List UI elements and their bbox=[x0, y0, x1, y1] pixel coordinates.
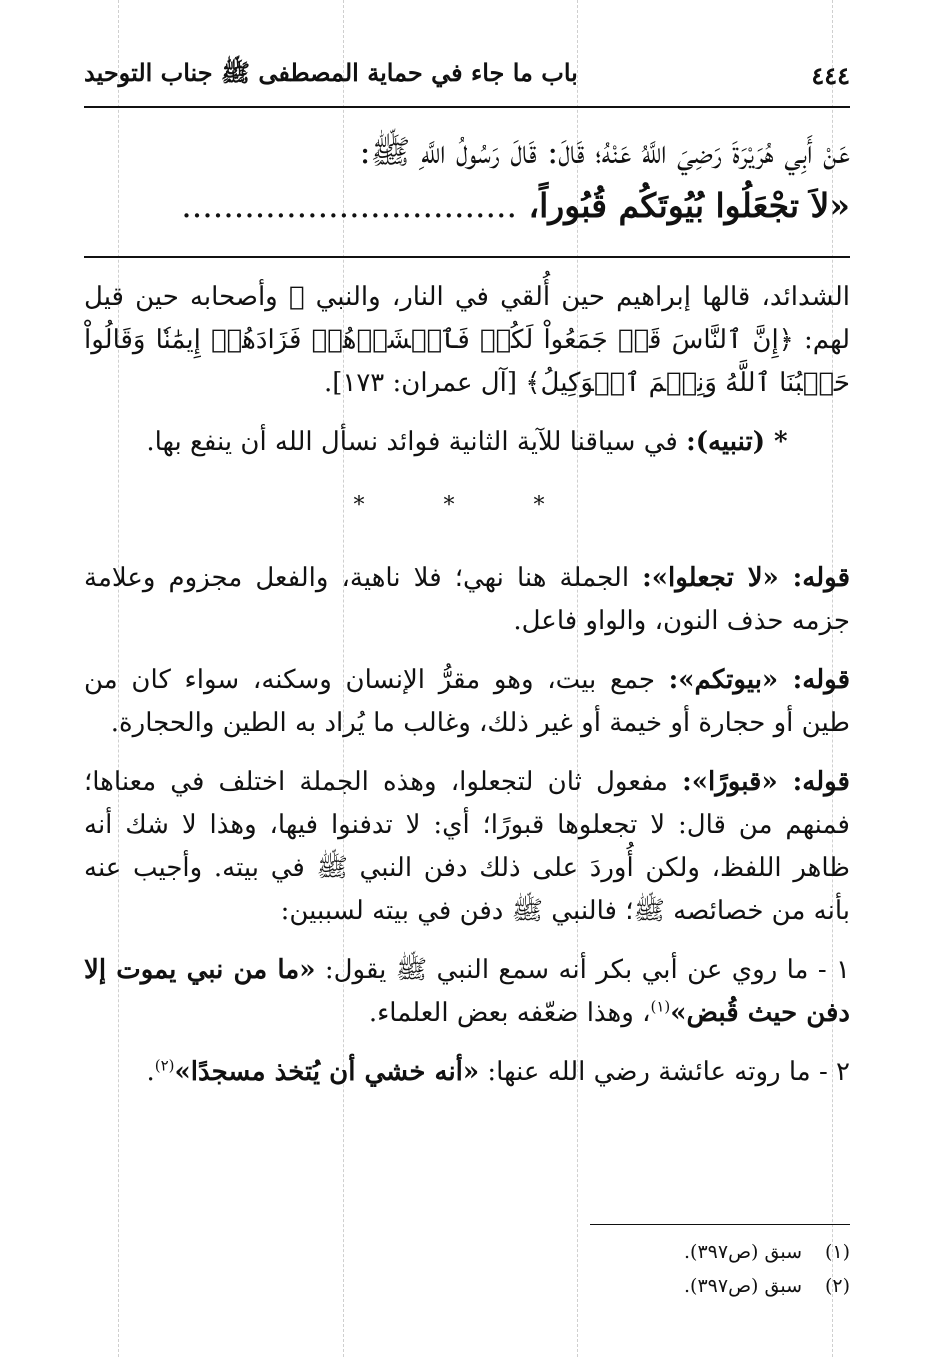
hadith-narration: عَنْ أَبِي هُرَيْرَةَ رَضِيَ اللَّهُ عَنْهُ؛ قَالَ: قَالَ رَسُولُ اللَّهِ ﷺ: bbox=[359, 132, 850, 171]
commentary-body bbox=[84, 276, 850, 1110]
footnote-text: سبق (ص٣٩٧). bbox=[684, 1275, 802, 1297]
term-label: قوله: «لا تجعلوا»: bbox=[642, 563, 850, 593]
footnote bbox=[560, 1269, 850, 1303]
note-paragraph bbox=[84, 421, 850, 464]
hadith-rule bbox=[84, 256, 850, 258]
list-item-text: ١ - ما روي عن أبي بكر أنه سمع النبي ﷺ يقول: bbox=[324, 955, 851, 985]
note-text: في سياقنا للآية الثانية فوائد نسأل الله أن ينفع بها. bbox=[146, 427, 678, 457]
term-explanation: الجملة هنا نهي؛ فلا ناهية، والفعل مجزوم وعلامة جزمه حذف النون، والواو فاعل. bbox=[84, 563, 850, 636]
hadith-ellipsis: ................................ bbox=[181, 186, 517, 225]
hadith-text bbox=[84, 125, 850, 233]
list-item-text: ٢ - ما روته عائشة رضي الله عنها: bbox=[487, 1057, 850, 1087]
paragraph bbox=[84, 761, 850, 933]
term-explanation: جمع بيت، وهو مقرُّ الإنسان وسكنه، سواء كان من طين أو حجارة أو خيمة أو غير ذلك، وغالب ما يُراد به الطين والحجارة. bbox=[84, 665, 850, 738]
hadith-quote-text: «لاَ تجْعَلُوا بُيُوتَكُم قُبُوراً، bbox=[528, 186, 850, 225]
chapter-title: باب ما جاء في حماية المصطفى ﷺ جناب التوحيد bbox=[84, 57, 578, 87]
list-item-text: . bbox=[146, 1057, 155, 1087]
section-separator: * * * bbox=[353, 493, 581, 518]
term-explanation: مفعول ثان لتجعلوا، وهذه الجملة اختلف في معناها؛ فمنهم من قال: لا تجعلوها قبورًا؛ أي: لا تدفنوا فيها، وهذا لا شك أنه ظاهر اللفظ، ولكن أُوردَ على ذلك دفن النبي ﷺ في بيته. وأجيب عنه بأنه من خصائصه ﷺ؛ فالنبي ﷺ دفن في بيته لسببين: bbox=[84, 767, 850, 926]
header-rule bbox=[84, 106, 850, 108]
list-item bbox=[84, 949, 850, 1035]
footnote-number: (٢) bbox=[824, 1275, 850, 1297]
list-item bbox=[84, 1051, 850, 1094]
paragraph bbox=[84, 659, 850, 745]
footnote bbox=[560, 1235, 850, 1269]
footnotes bbox=[560, 1235, 850, 1303]
term-label: قوله: «بيوتكم»: bbox=[668, 665, 851, 695]
page-number: ٤٤٤ bbox=[811, 60, 850, 90]
paragraph: الشدائد، قالها إبراهيم حين أُلقي في النار، والنبي ﷺ وأصحابه حين قيل لهم: ﴿إِنَّ ٱلنَّاسَ قَدۡ جَمَعُواْ لَكُمۡ فَٱخۡشَوۡهُمۡ فَزَادَهُمۡ إِيمَٰنٗا وَقَالُواْ حَسۡبُنَا ٱللَّهُ وَنِعۡمَ ٱلۡوَكِيلُ﴾ [آل عمران: ١٧٣]. bbox=[84, 282, 850, 398]
list-item-text: ، وهذا ضعّفه بعض العلماء. bbox=[368, 998, 651, 1028]
footnote-text: سبق (ص٣٩٧). bbox=[684, 1241, 802, 1263]
paragraph bbox=[84, 557, 850, 643]
hadith-quote bbox=[84, 179, 850, 233]
footnote-ref: (١) bbox=[650, 997, 671, 1016]
quoted-hadith: «ما من نبي يموت إلا دفن حيث قُبض» bbox=[84, 955, 850, 1028]
term-label: قوله: «قبورًا»: bbox=[682, 767, 850, 797]
page-header bbox=[84, 55, 850, 95]
quoted-hadith: «أنه خشي أن يُتخذ مسجدًا» bbox=[174, 1057, 480, 1087]
footnote-rule bbox=[590, 1224, 850, 1225]
footnote-number: (١) bbox=[824, 1241, 850, 1263]
note-label: * (تنبيه): bbox=[686, 427, 788, 457]
footnote-ref: (٢) bbox=[154, 1056, 175, 1075]
